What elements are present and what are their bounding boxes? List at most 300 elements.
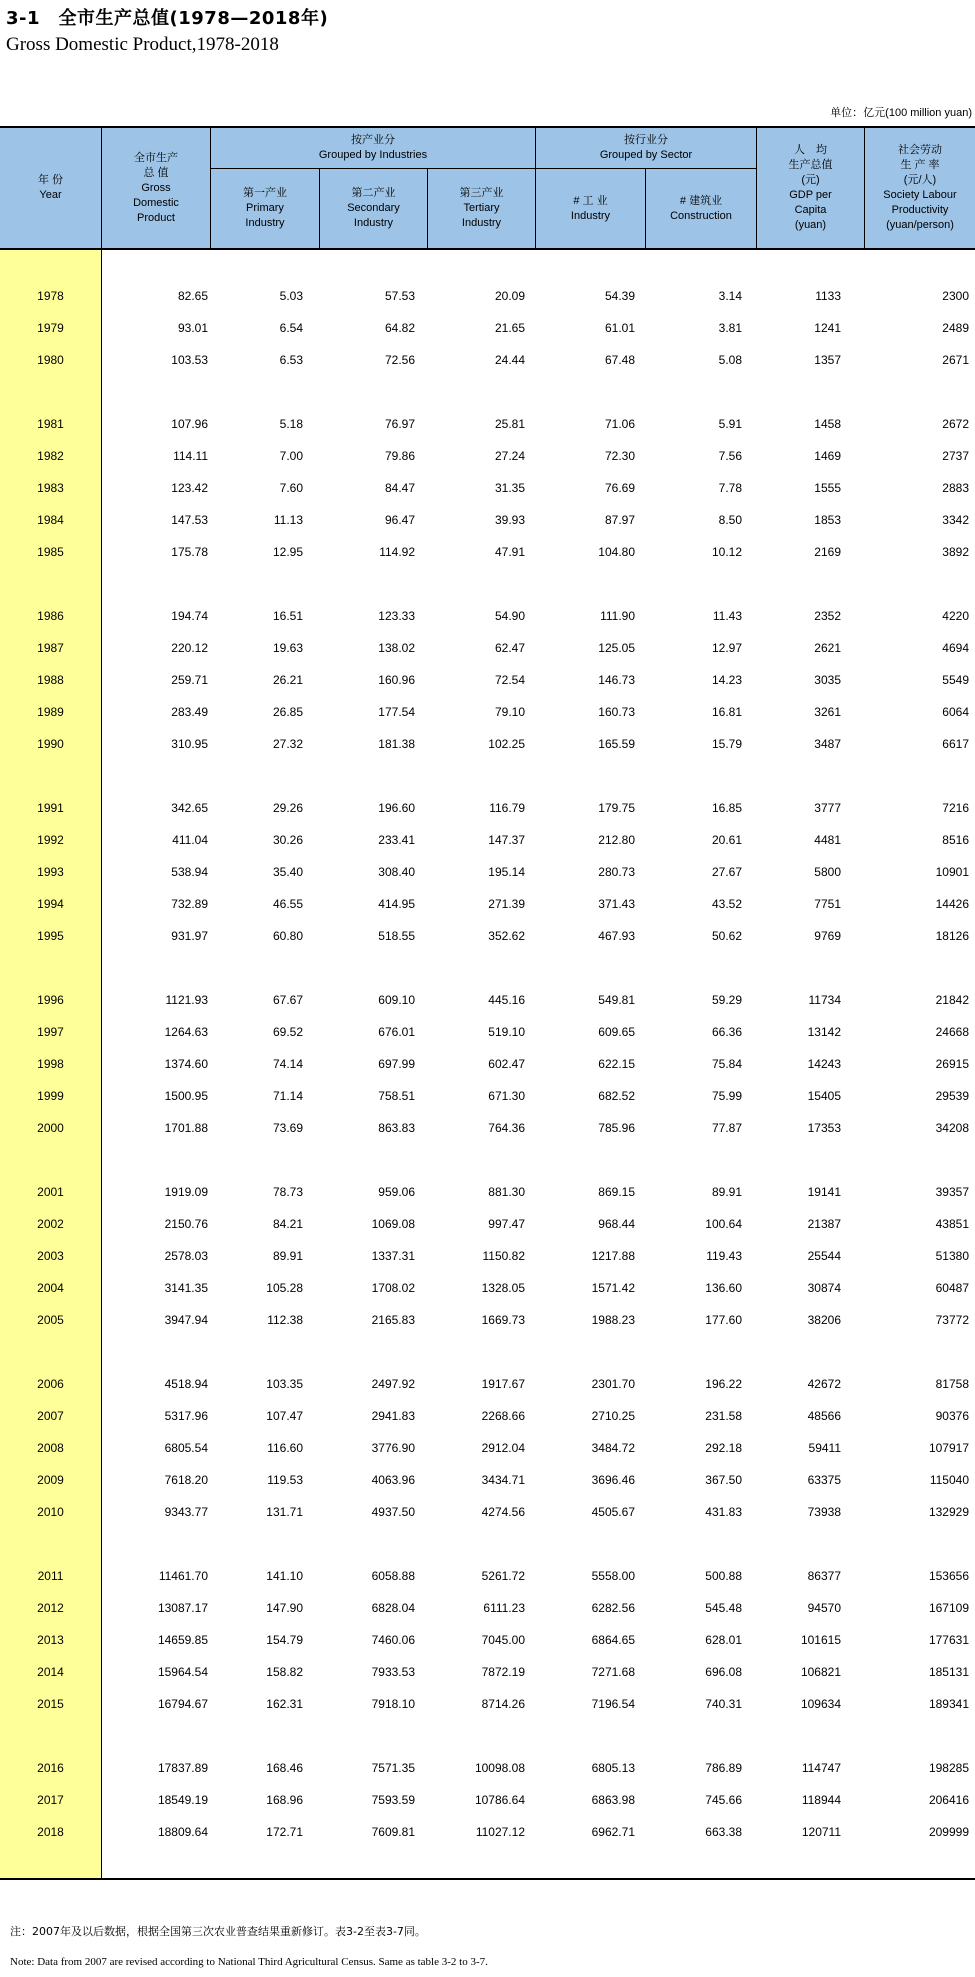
cell-industry: 165.59: [598, 737, 635, 751]
cell-gdp: 220.12: [171, 641, 208, 655]
table-row: [0, 479, 975, 499]
table-row: [0, 1791, 975, 1811]
header-labour-line: (元/人): [903, 174, 937, 186]
cell-labour: 2300: [942, 289, 969, 303]
cell-primary: 46.55: [272, 897, 303, 911]
header-divider: [211, 168, 756, 169]
cell-tertiary: 8714.26: [481, 1697, 525, 1711]
header-industry: [536, 169, 645, 248]
cell-tertiary: 1328.05: [481, 1281, 525, 1295]
cell-industry: 1217.88: [591, 1249, 635, 1263]
cell-labour: 73772: [935, 1313, 969, 1327]
cell-industry: 67.48: [604, 353, 635, 367]
cell-tertiary: 10786.64: [474, 1793, 525, 1807]
header-year: [0, 128, 101, 248]
cell-secondary: 4063.96: [371, 1473, 415, 1487]
header-gdp-line: 总 值: [143, 166, 169, 179]
cell-secondary: 7933.53: [371, 1665, 415, 1679]
cell-primary: 107.47: [266, 1409, 303, 1423]
cell-tertiary: 195.14: [488, 865, 525, 879]
cell-year: 1997: [37, 1025, 64, 1039]
cell-construction: 196.22: [705, 1377, 742, 1391]
cell-year: 2000: [37, 1121, 64, 1135]
cell-construction: 231.58: [705, 1409, 742, 1423]
cell-construction: 786.89: [705, 1761, 742, 1775]
cell-tertiary: 39.93: [494, 513, 525, 527]
cell-primary: 26.21: [272, 673, 303, 687]
header-primary-line: Primary: [246, 202, 284, 214]
cell-gdp: 15964.54: [157, 1665, 208, 1679]
cell-industry: 54.39: [604, 289, 635, 303]
cell-year: 1987: [37, 641, 64, 655]
cell-construction: 27.67: [711, 865, 742, 879]
bottom-rule: [0, 1878, 975, 1880]
table-row: [0, 1279, 975, 1299]
cell-labour: 5549: [942, 673, 969, 687]
cell-tertiary: 602.47: [488, 1057, 525, 1071]
cell-gdp: 3141.35: [164, 1281, 208, 1295]
cell-tertiary: 2268.66: [481, 1409, 525, 1423]
cell-secondary: 160.96: [378, 673, 415, 687]
header-tertiary-line: Industry: [461, 217, 502, 229]
header-labour-line: Productivity: [891, 204, 949, 216]
cell-labour: 7216: [942, 801, 969, 815]
cell-primary: 172.71: [266, 1825, 303, 1839]
cell-industry: 622.15: [598, 1057, 635, 1071]
cell-industry: 5558.00: [591, 1569, 635, 1583]
cell-industry: 785.96: [598, 1121, 635, 1135]
cell-labour: 24668: [935, 1025, 969, 1039]
cell-labour: 26915: [935, 1057, 969, 1071]
table-row: [0, 511, 975, 531]
header-by-industries: [211, 128, 535, 168]
cell-construction: 3.81: [718, 321, 742, 335]
table-row: [0, 671, 975, 691]
cell-tertiary: 24.44: [494, 353, 525, 367]
header-gdp-line: Gross: [141, 181, 171, 194]
cell-gdp: 310.95: [171, 737, 208, 751]
cell-secondary: 2165.83: [371, 1313, 415, 1327]
cell-year: 2009: [37, 1473, 64, 1487]
cell-construction: 66.36: [711, 1025, 742, 1039]
cell-construction: 16.85: [711, 801, 742, 815]
table-row: [0, 1407, 975, 1427]
cell-per-capita: 1853: [814, 513, 841, 527]
cell-primary: 60.80: [272, 929, 303, 943]
header-labour-line: 生 产 率: [900, 159, 940, 171]
cell-labour: 90376: [935, 1409, 969, 1423]
cell-labour: 2737: [942, 449, 969, 463]
cell-gdp: 82.65: [177, 289, 208, 303]
cell-secondary: 196.60: [378, 801, 415, 815]
cell-construction: 75.84: [711, 1057, 742, 1071]
cell-secondary: 76.97: [384, 417, 415, 431]
cell-secondary: 697.99: [378, 1057, 415, 1071]
cell-secondary: 758.51: [378, 1089, 415, 1103]
cell-gdp: 16794.67: [157, 1697, 208, 1711]
cell-secondary: 138.02: [378, 641, 415, 655]
table-row: [0, 1759, 975, 1779]
cell-secondary: 6058.88: [371, 1569, 415, 1583]
header-per-capita-line: (yuan): [794, 219, 827, 231]
header-divider: [210, 128, 211, 248]
cell-primary: 168.96: [266, 1793, 303, 1807]
cell-per-capita: 1357: [814, 353, 841, 367]
cell-labour: 39357: [935, 1185, 969, 1199]
cell-primary: 141.10: [266, 1569, 303, 1583]
cell-primary: 26.85: [272, 705, 303, 719]
cell-primary: 154.79: [266, 1633, 303, 1647]
cell-secondary: 79.86: [384, 449, 415, 463]
cell-gdp: 93.01: [177, 321, 208, 335]
cell-gdp: 103.53: [171, 353, 208, 367]
cell-industry: 682.52: [598, 1089, 635, 1103]
cell-year: 1988: [37, 673, 64, 687]
cell-construction: 696.08: [705, 1665, 742, 1679]
table-row: [0, 895, 975, 915]
cell-construction: 136.60: [705, 1281, 742, 1295]
cell-year: 1982: [37, 449, 64, 463]
cell-secondary: 4937.50: [371, 1505, 415, 1519]
cell-year: 2016: [37, 1761, 64, 1775]
cell-secondary: 7918.10: [371, 1697, 415, 1711]
cell-labour: 6064: [942, 705, 969, 719]
cell-tertiary: 4274.56: [481, 1505, 525, 1519]
cell-secondary: 7593.59: [371, 1793, 415, 1807]
cell-construction: 119.43: [706, 1249, 742, 1263]
cell-labour: 81758: [935, 1377, 969, 1391]
cell-primary: 6.53: [279, 353, 303, 367]
header-construction-line: # 建筑业: [679, 194, 723, 207]
cell-industry: 146.73: [598, 673, 635, 687]
cell-labour: 2489: [942, 321, 969, 335]
cell-year: 1998: [37, 1057, 64, 1071]
cell-per-capita: 2352: [814, 609, 841, 623]
header-divider: [864, 128, 865, 248]
cell-per-capita: 86377: [807, 1569, 841, 1583]
cell-gdp: 411.04: [172, 833, 208, 847]
cell-tertiary: 445.16: [488, 993, 525, 1007]
cell-secondary: 7571.35: [371, 1761, 415, 1775]
cell-primary: 103.35: [266, 1377, 303, 1391]
cell-construction: 740.31: [705, 1697, 742, 1711]
cell-per-capita: 3487: [814, 737, 841, 751]
table-row: [0, 1055, 975, 1075]
cell-construction: 292.18: [705, 1441, 742, 1455]
header-by-industries-cn: 按产业分: [351, 134, 395, 146]
cell-tertiary: 47.91: [494, 545, 525, 559]
cell-primary: 112.38: [267, 1313, 303, 1327]
cell-industry: 2710.25: [591, 1409, 635, 1423]
cell-labour: 10901: [935, 865, 969, 879]
cell-industry: 7271.68: [591, 1665, 635, 1679]
cell-labour: 3892: [942, 545, 969, 559]
cell-per-capita: 1241: [814, 321, 841, 335]
cell-primary: 7.00: [279, 449, 303, 463]
cell-gdp: 175.78: [171, 545, 208, 559]
cell-industry: 1571.42: [591, 1281, 635, 1295]
cell-gdp: 1919.09: [164, 1185, 208, 1199]
cell-industry: 72.30: [604, 449, 635, 463]
cell-tertiary: 62.47: [494, 641, 525, 655]
cell-secondary: 959.06: [378, 1185, 415, 1199]
cell-secondary: 177.54: [378, 705, 415, 719]
table-header: [0, 128, 975, 248]
table-row: [0, 1503, 975, 1523]
cell-year: 1984: [37, 513, 64, 527]
cell-secondary: 308.40: [378, 865, 415, 879]
cell-tertiary: 11027.12: [475, 1825, 525, 1839]
cell-tertiary: 7045.00: [481, 1633, 525, 1647]
cell-gdp: 1374.60: [164, 1057, 208, 1071]
cell-labour: 18126: [935, 929, 969, 943]
cell-primary: 29.26: [272, 801, 303, 815]
cell-tertiary: 519.10: [488, 1025, 525, 1039]
header-by-sector-cn: 按行业分: [624, 134, 668, 146]
cell-per-capita: 1555: [814, 481, 841, 495]
cell-per-capita: 13142: [807, 1025, 841, 1039]
cell-industry: 76.69: [604, 481, 635, 495]
header-divider: [101, 128, 102, 248]
cell-year: 2011: [37, 1569, 64, 1583]
cell-construction: 177.60: [705, 1313, 742, 1327]
header-tertiary-line: 第三产业: [459, 187, 504, 199]
cell-industry: 87.97: [604, 513, 635, 527]
header-divider: [756, 128, 757, 248]
cell-construction: 50.62: [711, 929, 742, 943]
cell-secondary: 84.47: [384, 481, 415, 495]
cell-industry: 2301.70: [591, 1377, 635, 1391]
cell-tertiary: 352.62: [488, 929, 525, 943]
cell-gdp: 931.97: [171, 929, 208, 943]
cell-construction: 10.12: [711, 545, 742, 559]
cell-gdp: 5317.96: [164, 1409, 208, 1423]
cell-gdp: 2150.76: [164, 1217, 208, 1231]
cell-industry: 968.44: [598, 1217, 635, 1231]
cell-per-capita: 2621: [814, 641, 841, 655]
cell-industry: 179.75: [598, 801, 635, 815]
cell-year: 1994: [37, 897, 64, 911]
header-labour-line: 社会劳动: [898, 144, 942, 156]
header-primary: [211, 169, 319, 248]
cell-tertiary: 1150.82: [482, 1249, 525, 1263]
cell-secondary: 676.01: [378, 1025, 415, 1039]
cell-industry: 467.93: [598, 929, 635, 943]
cell-industry: 371.43: [598, 897, 635, 911]
table-row: [0, 1439, 975, 1459]
table-row: [0, 1311, 975, 1331]
cell-industry: 6805.13: [591, 1761, 635, 1775]
header-by-sector: [536, 128, 756, 168]
table-row: [0, 639, 975, 659]
cell-tertiary: 79.10: [494, 705, 525, 719]
header-divider: [319, 169, 320, 248]
cell-construction: 14.23: [711, 673, 742, 687]
cell-labour: 29539: [935, 1089, 969, 1103]
cell-year: 1996: [37, 993, 64, 1007]
table-row: [0, 607, 975, 627]
cell-labour: 209999: [928, 1825, 969, 1839]
header-gdp-line: 全市生产: [134, 151, 178, 164]
cell-gdp: 194.74: [171, 609, 208, 623]
cell-secondary: 57.53: [384, 289, 415, 303]
cell-year: 2010: [37, 1505, 64, 1519]
header-year-en: Year: [39, 189, 62, 201]
cell-labour: 115040: [929, 1473, 969, 1487]
table-row: [0, 351, 975, 371]
cell-construction: 75.99: [711, 1089, 742, 1103]
cell-labour: 4220: [942, 609, 969, 623]
header-primary-line: 第一产业: [243, 187, 287, 199]
cell-per-capita: 94570: [807, 1601, 841, 1615]
cell-primary: 78.73: [272, 1185, 303, 1199]
cell-primary: 7.60: [279, 481, 303, 495]
cell-per-capita: 15405: [807, 1089, 841, 1103]
table-row: [0, 991, 975, 1011]
cell-labour: 185131: [928, 1665, 969, 1679]
header-secondary: [320, 169, 427, 248]
cell-industry: 6282.56: [591, 1601, 635, 1615]
cell-primary: 19.63: [272, 641, 303, 655]
cell-industry: 6864.65: [591, 1633, 635, 1647]
cell-per-capita: 17353: [807, 1121, 841, 1135]
cell-industry: 280.73: [598, 865, 635, 879]
cell-per-capita: 3035: [814, 673, 841, 687]
cell-primary: 69.52: [272, 1025, 303, 1039]
table-row: [0, 1471, 975, 1491]
cell-gdp: 283.49: [171, 705, 208, 719]
cell-industry: 1988.23: [591, 1313, 635, 1327]
cell-per-capita: 1133: [815, 289, 841, 303]
cell-year: 2004: [37, 1281, 64, 1295]
table-row: [0, 1695, 975, 1715]
table-row: [0, 1215, 975, 1235]
cell-construction: 11.43: [712, 609, 742, 623]
table-row: [0, 1023, 975, 1043]
cell-labour: 153656: [928, 1569, 969, 1583]
cell-per-capita: 21387: [807, 1217, 841, 1231]
cell-gdp: 1500.95: [164, 1089, 208, 1103]
table-row: [0, 1247, 975, 1267]
table-row: [0, 447, 975, 467]
cell-industry: 111.90: [600, 609, 635, 623]
cell-construction: 5.91: [718, 417, 742, 431]
cell-tertiary: 5261.72: [481, 1569, 525, 1583]
cell-secondary: 1708.02: [371, 1281, 415, 1295]
cell-construction: 663.38: [705, 1825, 742, 1839]
cell-gdp: 18809.64: [157, 1825, 208, 1839]
cell-labour: 34208: [935, 1121, 969, 1135]
cell-industry: 549.81: [598, 993, 635, 1007]
cell-year: 1983: [37, 481, 64, 495]
cell-primary: 119.53: [267, 1473, 303, 1487]
cell-tertiary: 10098.08: [474, 1761, 525, 1775]
cell-tertiary: 27.24: [494, 449, 525, 463]
header-per-capita-line: 生产总值: [788, 159, 833, 171]
header-per-capita-line: 人 均: [794, 144, 827, 156]
cell-construction: 59.29: [711, 993, 742, 1007]
header-divider: [535, 128, 536, 248]
cell-year: 2005: [37, 1313, 64, 1327]
cell-labour: 177631: [928, 1633, 969, 1647]
header-tertiary: [428, 169, 535, 248]
cell-gdp: 11461.70: [158, 1569, 208, 1583]
cell-primary: 89.91: [272, 1249, 303, 1263]
cell-primary: 5.03: [279, 289, 303, 303]
cell-year: 2006: [37, 1377, 64, 1391]
header-gdp-line: Product: [137, 211, 175, 224]
header-by-sector-en: Grouped by Sector: [599, 149, 693, 161]
cell-year: 2003: [37, 1249, 64, 1263]
cell-labour: 2883: [942, 481, 969, 495]
cell-primary: 27.32: [272, 737, 303, 751]
table-row: [0, 1087, 975, 1107]
cell-tertiary: 54.90: [494, 609, 525, 623]
cell-primary: 71.14: [272, 1089, 303, 1103]
cell-primary: 158.82: [266, 1665, 303, 1679]
table-row: [0, 831, 975, 851]
cell-construction: 3.14: [718, 289, 742, 303]
cell-industry: 6962.71: [591, 1825, 635, 1839]
table-row: [0, 1823, 975, 1843]
cell-gdp: 3947.94: [164, 1313, 208, 1327]
cell-primary: 5.18: [279, 417, 303, 431]
header-by-industries-en: Grouped by Industries: [318, 149, 428, 161]
cell-secondary: 7609.81: [371, 1825, 415, 1839]
cell-per-capita: 120711: [801, 1825, 841, 1839]
cell-gdp: 147.53: [171, 513, 208, 527]
header-gdp-line: Domestic: [133, 196, 179, 209]
cell-year: 2017: [37, 1793, 64, 1807]
cell-per-capita: 19141: [807, 1185, 841, 1199]
cell-secondary: 64.82: [384, 321, 415, 335]
table-row: [0, 1599, 975, 1619]
header-per-capita: [757, 128, 864, 248]
cell-secondary: 414.95: [378, 897, 415, 911]
cell-industry: 3696.46: [591, 1473, 635, 1487]
cell-gdp: 114.11: [173, 449, 208, 463]
cell-construction: 20.61: [711, 833, 742, 847]
header-gdp: [102, 128, 210, 248]
cell-per-capita: 25544: [807, 1249, 841, 1263]
cell-per-capita: 2169: [814, 545, 841, 559]
cell-per-capita: 3261: [814, 705, 841, 719]
header-per-capita-line: GDP per: [789, 189, 832, 201]
cell-construction: 7.56: [718, 449, 742, 463]
cell-construction: 8.50: [718, 513, 742, 527]
cell-secondary: 181.38: [378, 737, 415, 751]
cell-year: 2012: [37, 1601, 64, 1615]
cell-labour: 198285: [928, 1761, 969, 1775]
cell-primary: 73.69: [272, 1121, 303, 1135]
table-row: [0, 1375, 975, 1395]
cell-primary: 16.51: [272, 609, 303, 623]
cell-tertiary: 7872.19: [481, 1665, 525, 1679]
cell-secondary: 518.55: [378, 929, 415, 943]
cell-gdp: 4518.94: [164, 1377, 208, 1391]
cell-per-capita: 7751: [814, 897, 841, 911]
cell-construction: 628.01: [705, 1633, 742, 1647]
cell-tertiary: 72.54: [494, 673, 525, 687]
cell-year: 2007: [37, 1409, 64, 1423]
table-row: [0, 703, 975, 723]
header-labour: [865, 128, 975, 248]
table-row: [0, 927, 975, 947]
table-row: [0, 415, 975, 435]
cell-year: 1985: [37, 545, 64, 559]
header-construction-line: Construction: [670, 209, 732, 222]
header-industry-line: # 工 业: [573, 194, 608, 207]
